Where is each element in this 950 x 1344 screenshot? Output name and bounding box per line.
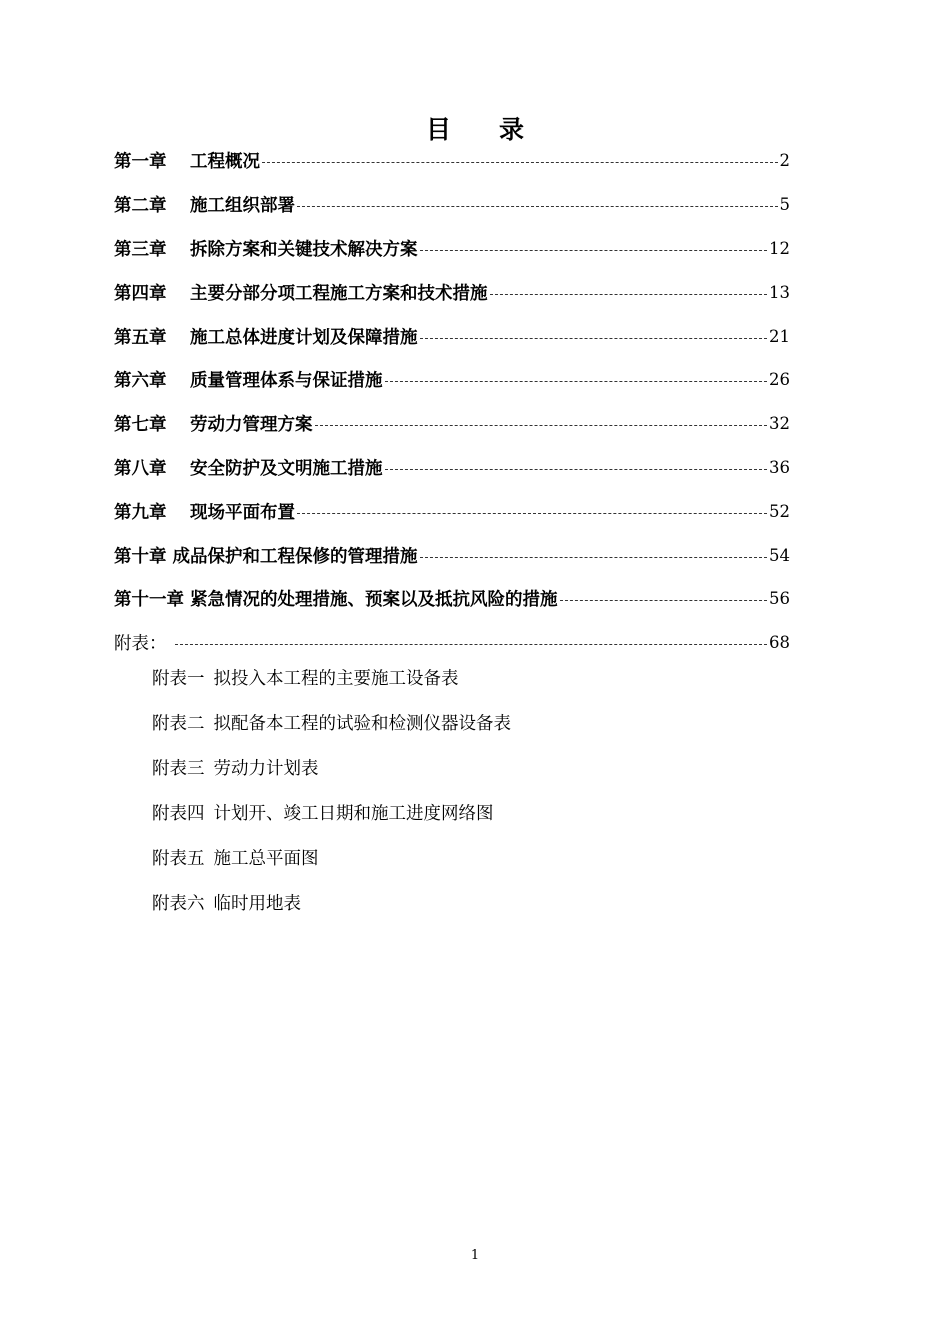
dot-leader [420,555,768,558]
toc-chapter: 附表： [114,634,167,655]
toc-chapter: 第十一章 [114,590,184,611]
appendix-code: 附表三 [152,759,205,779]
toc-chapter: 第十章 [114,546,167,567]
dot-leader [262,160,778,163]
appendix-list [152,657,511,927]
toc-chapter: 第四章 [114,283,167,304]
appendix-title: 拟配备本工程的试验和检测仪器设备表 [213,714,511,734]
appendix-title: 计划开、竣工日期和施工进度网络图 [213,804,494,824]
toc-title: 工程概况 [190,152,260,173]
appendix-item[interactable] [152,702,511,747]
toc-title: 施工组织部署 [190,196,295,217]
dot-leader [297,511,767,514]
appendix-title: 劳动力计划表 [213,759,319,779]
appendix-code: 附表五 [152,849,205,869]
toc-entry-8[interactable] [114,446,790,490]
toc-chapter: 第八章 [114,458,167,479]
appendix-code: 附表四 [152,804,205,824]
toc-page-number: 12 [769,238,790,258]
toc-title: 劳动力管理方案 [190,415,313,436]
toc-chapter: 第七章 [114,415,167,436]
dot-leader [297,204,778,207]
toc-entry-3[interactable] [114,227,790,271]
dot-leader [315,423,768,426]
toc-entry-6[interactable] [114,358,790,402]
appendix-item[interactable] [152,747,511,792]
toc-chapter: 第二章 [114,196,167,217]
appendix-code: 附表二 [152,714,205,734]
toc-page-number: 52 [769,501,790,521]
toc-page-number: 5 [779,195,790,215]
appendix-item[interactable] [152,837,511,882]
toc-chapter: 第五章 [114,327,167,348]
toc-title: 质量管理体系与保证措施 [190,371,383,392]
dot-leader [385,467,768,470]
appendix-title: 拟投入本工程的主要施工设备表 [213,669,459,689]
appendix-title: 临时用地表 [213,894,301,914]
toc-page-number: 32 [769,414,790,434]
appendix-code: 附表六 [152,894,205,914]
toc-title: 紧急情况的处理措施、预案以及抵抗风险的措施 [190,590,558,611]
dot-leader [175,642,768,645]
dot-leader [385,379,768,382]
page-number-footer: 1 [470,1248,480,1263]
toc-entry-11[interactable] [114,577,790,621]
toc-entry-4[interactable] [114,270,790,314]
toc-title: 主要分部分项工程施工方案和技术措施 [190,283,488,304]
appendix-item[interactable] [152,657,511,702]
toc-entry-2[interactable] [114,183,790,227]
toc-page-number: 2 [779,151,790,171]
toc-page-number: 13 [769,282,790,302]
toc-chapter: 第三章 [114,239,167,260]
dot-leader [420,336,768,339]
toc-entry-5[interactable] [114,314,790,358]
table-of-contents [114,139,790,665]
dot-leader [490,292,768,295]
toc-entry-10[interactable] [114,533,790,577]
toc-chapter: 第一章 [114,152,167,173]
toc-entry-9[interactable] [114,489,790,533]
appendix-item[interactable] [152,792,511,837]
toc-page-number: 21 [769,326,790,346]
toc-chapter: 第六章 [114,371,167,392]
toc-entry-1[interactable] [114,139,790,183]
toc-page-number: 68 [769,633,790,653]
toc-title: 安全防护及文明施工措施 [190,458,383,479]
toc-title: 成品保护和工程保修的管理措施 [172,546,418,567]
appendix-item[interactable] [152,882,511,927]
toc-page-number: 36 [769,457,790,477]
toc-title: 现场平面布置 [190,502,295,523]
toc-page-number: 54 [769,545,790,565]
appendix-title: 施工总平面图 [213,849,319,869]
title-part-2: 录 [499,115,525,144]
toc-title: 拆除方案和关键技术解决方案 [190,239,418,260]
dot-leader [420,248,768,251]
toc-chapter: 第九章 [114,502,167,523]
toc-entry-7[interactable] [114,402,790,446]
toc-title: 施工总体进度计划及保障措施 [190,327,418,348]
dot-leader [560,598,768,601]
appendix-code: 附表一 [152,669,205,689]
title-part-1: 目 [425,115,451,144]
toc-page-number: 56 [769,589,790,609]
toc-page-number: 26 [769,370,790,390]
